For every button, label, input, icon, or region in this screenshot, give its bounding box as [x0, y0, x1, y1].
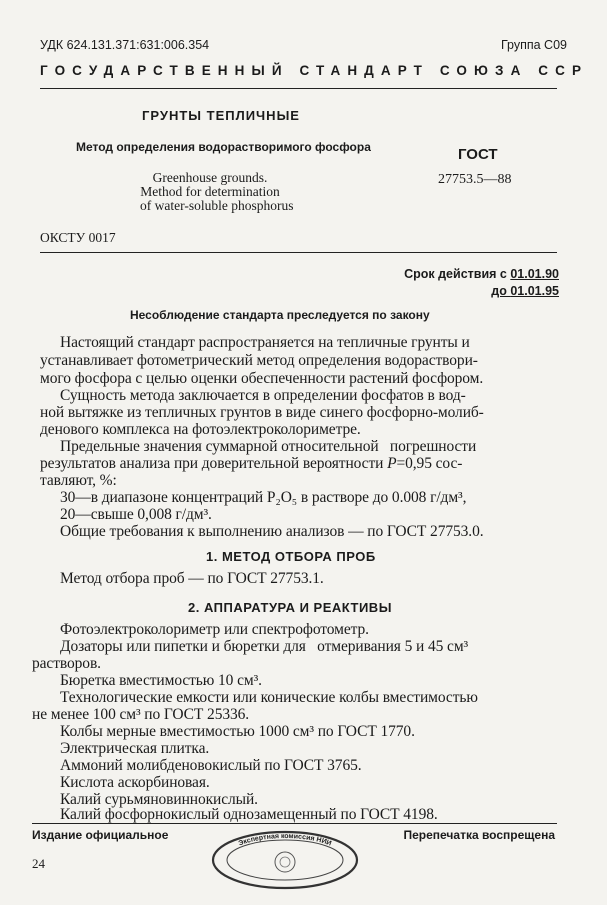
reprint-forbidden: Перепечатка воспрещена: [403, 828, 555, 842]
udk-code: УДК 624.131.371:631:006.354: [40, 38, 210, 52]
library-stamp-icon: [210, 830, 360, 890]
equipment-line: Фотоэлектроколориметр или спектрофотометр.: [60, 621, 369, 638]
probability-var: P: [387, 455, 397, 472]
validity-to-prefix: до: [491, 284, 511, 298]
okstu-divider: [40, 252, 557, 253]
equipment-line: Бюретка вместимостью 10 см³.: [60, 672, 262, 689]
title-en-line: Greenhouse grounds.: [152, 170, 268, 185]
intro-line: [40, 455, 462, 473]
intro-line: Настоящий стандарт распространяется на тепличные грунты и: [60, 334, 470, 351]
equipment-line: Колбы мерные вместимостью 1000 см³ по ГОСТ 1770.: [60, 723, 415, 740]
section-1-heading: 1. МЕТОД ОТБОРА ПРОБ: [206, 549, 376, 564]
page-number: 24: [32, 856, 45, 871]
equipment-line: Калий фосфорнокислый однозамещенный по ГОСТ 4198.: [60, 806, 438, 823]
equipment-line: Электрическая плитка.: [60, 740, 210, 757]
equipment-line: растворов.: [32, 655, 101, 672]
equipment-line: Дозаторы или пипетки и бюретки для отмеривания 5 и 45 см³: [60, 638, 469, 655]
validity-to: 01.01.95: [510, 284, 559, 298]
state-standard-title: ГОСУДАРСТВЕННЫЙ СТАНДАРТ СОЮЗА ССР: [40, 63, 589, 78]
intro-text: результатов анализа при доверительной вероятности: [40, 455, 388, 472]
title-en-line: Method for determination: [140, 184, 280, 199]
noncompliance-note: Несоблюдение стандарта преследуется по закону: [130, 308, 430, 322]
equipment-line: не менее 100 см³ по ГОСТ 25336.: [32, 706, 250, 723]
okstu-code: ОКСТУ 0017: [40, 230, 116, 245]
intro-line: Общие требования к выполнению анализов — по ГОСТ 27753.0.: [60, 523, 484, 540]
document-title: ГРУНТЫ ТЕПЛИЧНЫЕ: [142, 108, 300, 123]
equipment-line: Калий сурьмяновиннокислый.: [60, 791, 258, 808]
footer-divider: [32, 823, 557, 824]
intro-line: ной вытяжке из тепличных грунтов в виде синего фосфорно-молиб-: [40, 404, 484, 421]
validity-period: [404, 266, 559, 300]
subtitle-ru: Метод определения водорастворимого фосфора: [76, 140, 371, 154]
intro-line: устанавливает фотометрический метод определения водораствори-: [40, 352, 478, 369]
intro-line: денового комплекса на фотоэлектроколориметре.: [40, 421, 361, 438]
section-1-text: Метод отбора проб — по ГОСТ 27753.1.: [60, 570, 324, 587]
validity-prefix: Срок действия с: [404, 267, 511, 281]
title-en-line: of water-soluble phosphorus: [140, 198, 294, 213]
equipment-line: Кислота аскорбиновая.: [60, 774, 210, 791]
header-divider: [40, 88, 557, 89]
intro-line: 20—свыше 0,008 г/дм³.: [60, 506, 212, 523]
intro-line: Предельные значения суммарной относительной погрешности: [60, 438, 477, 455]
group-code: Группа С09: [500, 38, 567, 52]
edition-official: Издание официальное: [32, 828, 169, 842]
intro-line: мого фосфора с целью оценки обеспеченности растений фосфором.: [40, 370, 484, 387]
section-2-heading: 2. АППАРАТУРА И РЕАКТИВЫ: [188, 600, 392, 615]
intro-line: 30—в диапазоне концентраций P₂O₅ в растворе до 0.008 г/дм³,: [60, 489, 467, 506]
gost-label: ГОСТ: [458, 146, 498, 163]
intro-text: =0,95 сос-: [396, 455, 463, 472]
equipment-line: Технологические емкости или конические колбы вместимостью: [60, 689, 478, 706]
intro-line: Сущность метода заключается в определении фосфатов в вод-: [60, 387, 466, 404]
validity-from: 01.01.90: [510, 267, 559, 281]
intro-line: тавляют, %:: [40, 472, 117, 489]
stamp-text: Экспертная комиссия НИИ: [237, 832, 333, 848]
equipment-line: Аммоний молибденовокислый по ГОСТ 3765.: [60, 757, 362, 774]
gost-number: 27753.5—88: [438, 172, 512, 187]
